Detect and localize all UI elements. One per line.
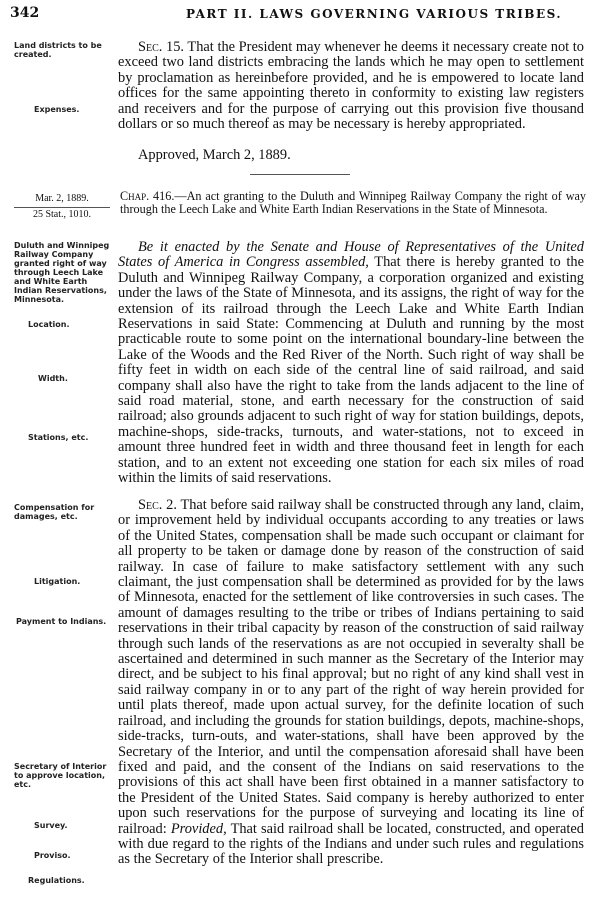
margin-note-regulations: Regulations. (28, 876, 85, 885)
section-2 (118, 498, 584, 868)
proviso-word: Provided, (170, 820, 227, 837)
section-2-text: That before said railway shall be constructed through any land, claim, or improvement held by individual occupants according to any treaties or laws of the United States, compensation shall be made such occupant or claimant for all property to be taken or damage done by reason of the construction of said railway. In case of failure to make satisfactory settlement with any such claimant, the just compensation shall be determined as provided for by the laws of Minnesota, enacted for the settlement of like controversies in such cases. The amount of damages resulting to the tribe or tribes of Indians pertaining to said reservations in their tribal capacity by reason of the construction of said railway through such lands of the reservations as are not occupied in severalty shall be ascertained and determined in such manner as the Secretary of the Interior may direct, and be subject to his final approval; but no right of any kind shall vest in said railway company in or to any part of the right of way herein provided for until plats thereof, made upon actual survey, for the definite location of such railroad, and including the grounds for station buildings, depots, machine-shops, side-tracks, turn-outs, and water-stations, shall have been approved by the Secretary of the Interior, and until the compensation aforesaid shall have been fixed and paid, and the consent of the Indians on said reservations to the provisions of this act shall have been first obtained in a manner satisfactory to the President of the United States. Said company is hereby authorized to enter upon such reservations for the purpose of surveying and locating its line of railroad: (118, 497, 584, 837)
margin-note-statute: 25 Stat., 1010. (32, 209, 92, 220)
margin-note-land-districts: Land districts to be created. (14, 41, 102, 59)
margin-note-proviso: Proviso. (34, 851, 71, 860)
margin-note-stations: Stations, etc. (28, 433, 89, 442)
section-15-text: That the President may whenever he deems it necessary create not to exceed two land districts embracing the lands which he may open to settlement by proclamation as hereinbefore provided, and he is empowered to locate land offices for the same appointing thereto in conformity to existing law registers and receivers and for the purpose of carrying out this provision five thousand dollars or so much thereof as may be necessary is hereby appropriated. (118, 39, 584, 133)
running-title: PART II. LAWS GOVERNING VARIOUS TRIBES. (185, 7, 563, 21)
chapter-heading (120, 190, 586, 216)
chapter-label: Chap. 416. (120, 189, 175, 203)
margin-note-compensation: Compensation for damages, etc. (14, 503, 95, 521)
section-15 (118, 40, 584, 132)
section-1 (118, 240, 584, 487)
margin-note-expenses: Expenses. (34, 105, 80, 114)
margin-note-width: Width. (38, 374, 68, 383)
section-separator (250, 174, 350, 175)
margin-note-date: Mar. 2, 1889. (35, 193, 89, 204)
enacting-clause: Be it enacted by the Senate and House of Representatives of the United States of America in Congress assembled, (118, 239, 584, 271)
section-2-label: Sec. 2. (138, 497, 177, 513)
running-header (10, 5, 588, 23)
margin-note-secretary: Secretary of Interior to approve location, etc. (14, 762, 107, 789)
margin-note-duluth: Duluth and Winnipeg Railway Company granted right of way through Leech Lake and White Earth Indian Reservations, Minnesota. (14, 241, 110, 304)
section-1-text: That there is hereby granted to the Duluth and Winnipeg Railway Company, a corporation organized and existing under the laws of the State of Minnesota, and its assigns, the right of way for the extension of its railroad through the Leech Lake and White Earth Indian Reservations in said State: Commencing at Duluth and running by the most practicable route to some point on the international boundary-line between the Lake of the Woods and the Red River of the North. Such right of way shall be fifty feet in width on each side of the central line of said railroad, and said company shall also have the right to take from the lands adjacent to the line of said road material, stone, and earth necessary for the construction of said railroad; also grounds adjacent to such right of way for station buildings, depots, machine-shops, side-tracks, turnouts, and water-stations, not to exceed in amount three hundred feet in width and three thousand feet in length for each station, and to an extent not exceeding one station for each six miles of road within the limits of said reservations. (118, 254, 584, 487)
approved-line: Approved, March 2, 1889. (138, 147, 291, 163)
margin-note-location: Location. (28, 320, 70, 329)
section-15-label: Sec. 15. (138, 39, 185, 55)
margin-note-payment: Payment to Indians. (16, 617, 107, 626)
margin-note-survey: Survey. (34, 821, 68, 830)
margin-note-litigation: Litigation. (34, 577, 81, 586)
page-number: 342 (10, 5, 40, 21)
margin-rule (14, 207, 110, 208)
chapter-title: —An act granting to the Duluth and Winnipeg Railway Company the right of way through the Leech Lake and White Earth Indian Reservations in the State of Minnesota. (120, 189, 586, 216)
section-2-proviso-text: That said railroad shall be located, constructed, and operated with due regard to the rights of the Indians and under such rules and regulations as the Secretary of the Interior shall prescribe. (118, 820, 584, 868)
